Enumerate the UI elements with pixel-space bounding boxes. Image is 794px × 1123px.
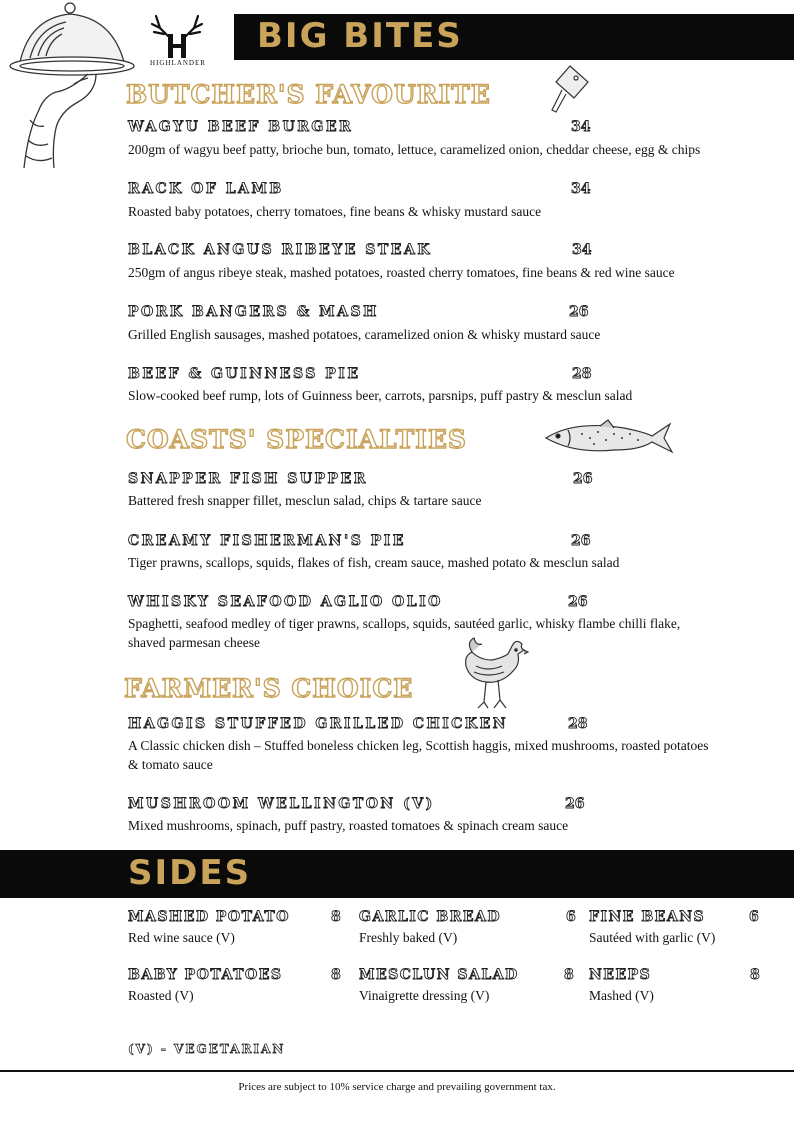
menu-item-desc: Roasted baby potatoes, cherry tomatoes, fine beans & whisky mustard sauce <box>128 204 542 219</box>
menu-item-price: 26 <box>568 594 588 610</box>
menu-item-desc: 200gm of wagyu beef patty, brioche bun, tomato, lettuce, caramelized onion, cheddar cheese, egg & chips <box>128 142 701 157</box>
side-item-price: 6 <box>749 909 759 925</box>
menu-item-price: 26 <box>569 304 589 320</box>
menu-item-price: 34 <box>572 242 592 258</box>
side-item-price: 8 <box>331 967 341 983</box>
rooster-icon <box>462 636 530 712</box>
menu-item-name: SNAPPER FISH SUPPER <box>128 471 368 487</box>
side-item-price: 8 <box>750 967 760 983</box>
vegetarian-legend: (V) - VEGETARIAN <box>128 1042 286 1056</box>
side-item-price: 8 <box>564 967 574 983</box>
menu-item-desc: Slow-cooked beef rump, lots of Guinness beer, carrots, parsnips, puff pastry & mesclun salad <box>128 388 633 403</box>
side-item-name: GARLIC BREAD <box>359 909 502 925</box>
menu-item-desc: Battered fresh snapper fillet, mesclun salad, chips & tartare sauce <box>128 493 482 508</box>
menu-item-price: 26 <box>565 796 585 812</box>
menu-item-name: HAGGIS STUFFED GRILLED CHICKEN <box>128 716 509 732</box>
sides-title: SIDES <box>128 853 252 893</box>
side-item-price: 8 <box>331 909 341 925</box>
footer-note: Prices are subject to 10% service charge and prevailing government tax. <box>238 1081 556 1093</box>
menu-item-desc: Mixed mushrooms, spinach, puff pastry, roasted tomatoes & spinach cream sauce <box>128 818 569 833</box>
menu-item-desc-cont: & tomato sauce <box>128 757 213 772</box>
side-item-name: FINE BEANS <box>589 909 706 925</box>
side-item-name: MESCLUN SALAD <box>359 967 519 983</box>
menu-item-name: MUSHROOM WELLINGTON (V) <box>128 796 435 812</box>
sides-bar <box>0 850 794 898</box>
side-item-desc: Roasted (V) <box>128 988 194 1003</box>
side-item-desc: Mashed (V) <box>589 988 654 1003</box>
menu-item-desc: Grilled English sausages, mashed potatoes, caramelized onion & whisky mustard sauce <box>128 327 601 342</box>
side-item-name: BABY POTATOES <box>128 967 283 983</box>
menu-item-price: 28 <box>572 366 592 382</box>
menu-item-name: RACK OF LAMB <box>128 181 284 197</box>
menu-item-price: 34 <box>571 181 591 197</box>
fish-icon <box>544 418 674 458</box>
logo-text: HIGHLANDER <box>150 59 206 67</box>
menu-item-name: WHISKY SEAFOOD AGLIO OLIO <box>128 594 443 610</box>
side-item-desc: Red wine sauce (V) <box>128 930 235 945</box>
side-item-desc: Vinaigrette dressing (V) <box>359 988 490 1003</box>
side-item-price: 6 <box>566 909 576 925</box>
menu-item-desc: Tiger prawns, scallops, squids, flakes of fish, cream sauce, mashed potato & mesclun salad <box>128 555 620 570</box>
menu-item-desc: 250gm of angus ribeye steak, mashed potatoes, roasted cherry tomatoes, fine beans & red wine sauce <box>128 265 675 280</box>
menu-item-name: WAGYU BEEF BURGER <box>128 119 354 135</box>
section-title-butchers: BUTCHER'S FAVOURITE <box>126 80 491 109</box>
menu-item-name: PORK BANGERS & MASH <box>128 304 379 320</box>
side-item-name: MASHED POTATO <box>128 909 290 925</box>
section-title-farmers: FARMER'S CHOICE <box>124 674 414 703</box>
menu-item-name: BLACK ANGUS RIBEYE STEAK <box>128 242 432 258</box>
menu-item-price: 26 <box>573 471 593 487</box>
side-item-desc: Sautéed with garlic (V) <box>589 930 716 945</box>
menu-item-price: 26 <box>571 533 591 549</box>
menu-item-desc: Spaghetti, seafood medley of tiger prawns, scallops, squids, sautéed garlic, whisky flambe chilli flake, <box>128 616 681 631</box>
menu-item-desc: A Classic chicken dish – Stuffed boneless chicken leg, Scottish haggis, mixed mushrooms, roasted potatoes <box>128 738 709 753</box>
footer-divider <box>0 1070 794 1072</box>
menu-item-name: BEEF & GUINNESS PIE <box>128 366 361 382</box>
menu-item-price: 34 <box>571 119 591 135</box>
menu-item-name: CREAMY FISHERMAN'S PIE <box>128 533 406 549</box>
menu-item-price: 28 <box>568 716 588 732</box>
side-item-desc: Freshly baked (V) <box>359 930 458 945</box>
cleaver-icon <box>548 64 590 114</box>
page-title: BIG BITES <box>257 16 463 56</box>
menu-item-desc-cont: shaved parmesan cheese <box>128 635 260 650</box>
section-title-coasts: COASTS' SPECIALTIES <box>126 425 467 454</box>
side-item-name: NEEPS <box>589 967 652 983</box>
